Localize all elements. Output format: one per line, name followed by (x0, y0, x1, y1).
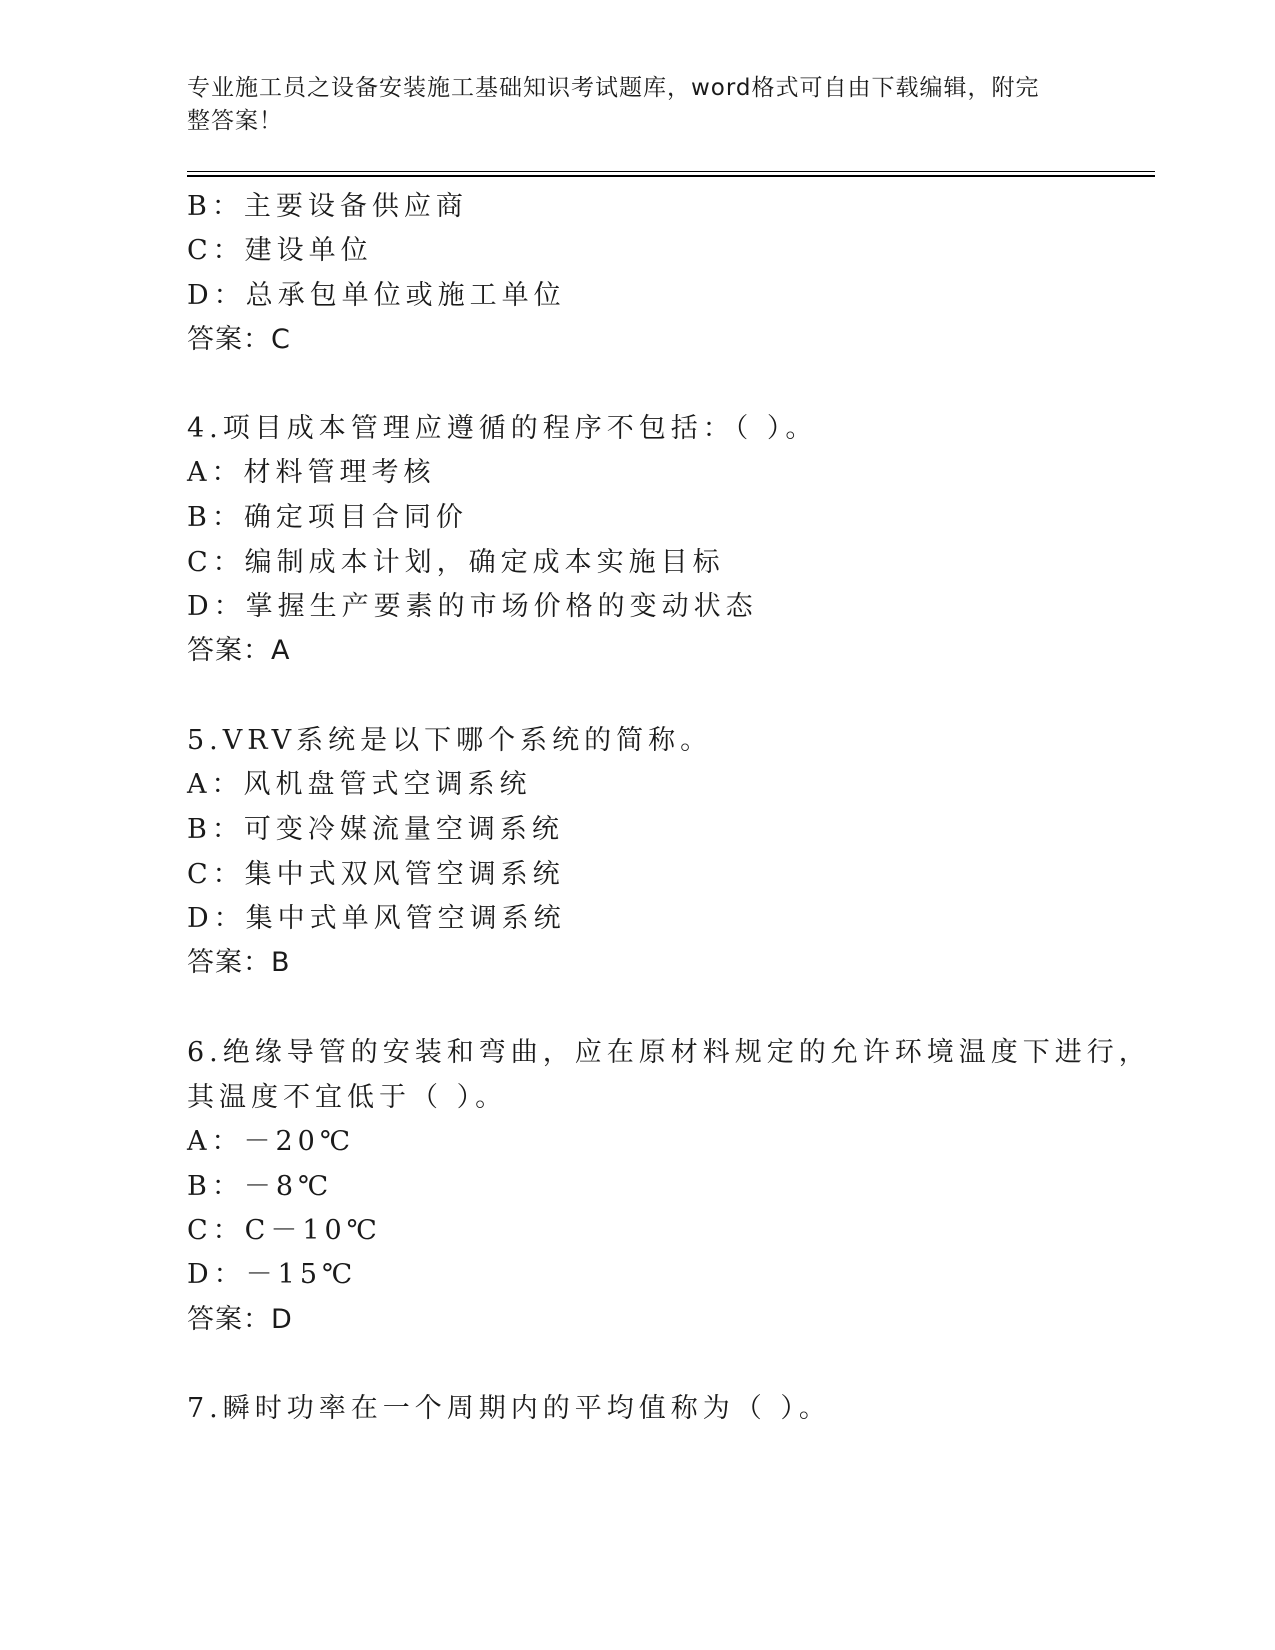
header-line-2: 整答案！ (187, 108, 283, 134)
q5-stem: 5.VRV系统是以下哪个系统的简称。 (187, 725, 713, 756)
header-divider-thin (187, 171, 1155, 172)
header-line-1: 专业施工员之设备安装施工基础知识考试题库，word格式可自由下载编辑，附完 (187, 75, 1040, 101)
q5-option-b: B：可变冷媒流量空调系统 (187, 814, 564, 845)
q6-answer: 答案：D (187, 1304, 293, 1335)
document-header (187, 72, 1087, 138)
q4-option-a: A：材料管理考核 (187, 457, 436, 488)
header-divider-thick (187, 175, 1155, 177)
q5-option-a: A：风机盘管式空调系统 (187, 769, 532, 800)
q5-answer: 答案：B (187, 947, 291, 978)
q5-option-c: C：集中式双风管空调系统 (187, 859, 565, 890)
q4-answer: 答案：A (187, 635, 291, 666)
q3-option-c: C：建设单位 (187, 235, 373, 266)
q6-option-a: A：－20℃ (187, 1126, 356, 1157)
q4-option-d: D：掌握生产要素的市场价格的变动状态 (187, 591, 758, 622)
q3-option-b: B：主要设备供应商 (187, 191, 468, 222)
q4-option-b: B：确定项目合同价 (187, 502, 468, 533)
q3-answer: 答案：C (187, 324, 291, 355)
q6-option-d: D：－15℃ (187, 1259, 358, 1290)
q4-stem: 4.项目成本管理应遵循的程序不包括：（ ）。 (187, 413, 818, 444)
q7-stem: 7.瞬时功率在一个周期内的平均值称为（ ）。 (187, 1393, 831, 1424)
q6-option-b: B：－8℃ (187, 1171, 334, 1202)
q6-option-c: C：C－10℃ (187, 1215, 382, 1246)
q5-option-d: D：集中式单风管空调系统 (187, 903, 566, 934)
q6-stem-line-1: 6.绝缘导管的安装和弯曲，应在原材料规定的允许环境温度下进行， (187, 1037, 1151, 1068)
q4-option-c: C：编制成本计划，确定成本实施目标 (187, 547, 725, 578)
q6-stem-line-2: 其温度不宜低于（ ）。 (187, 1082, 508, 1113)
q3-option-d: D：总承包单位或施工单位 (187, 280, 566, 311)
